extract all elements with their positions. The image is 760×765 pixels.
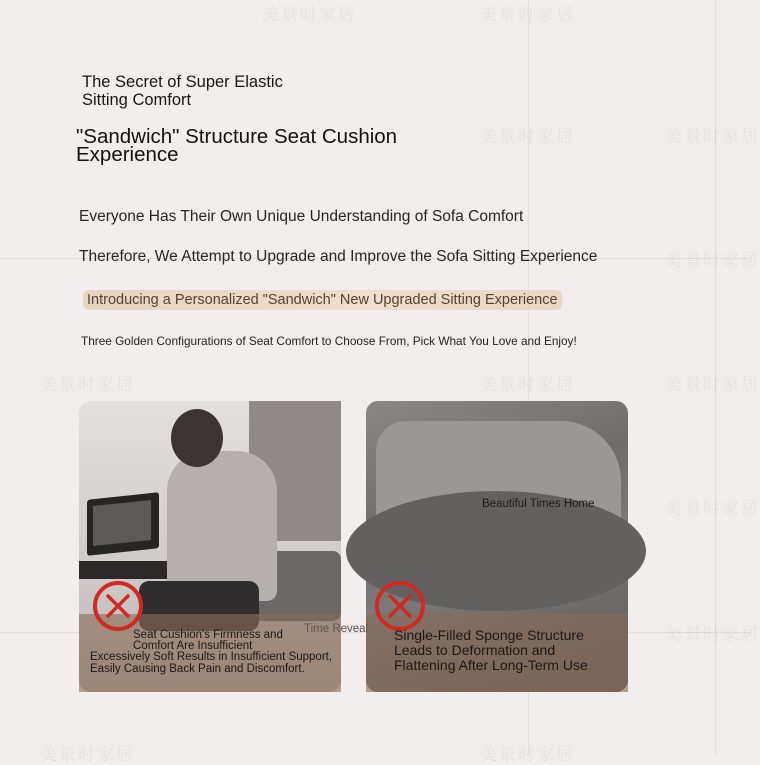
image-person-body <box>167 451 277 601</box>
watermark-text: 美景时家居 <box>480 745 575 765</box>
image-person-head <box>171 409 223 467</box>
watermark-text: 美景时家居 <box>40 375 135 395</box>
subtitle-line: Three Golden Configurations of Seat Comfort to Choose From, Pick What You Love and Enjoy! <box>81 334 577 348</box>
watermark-text: 美景时家居 <box>480 127 575 147</box>
card-caption: Single-Filled Sponge Structure Leads to Deformation and Flattening After Long-Term Use <box>394 627 588 673</box>
intro-line-2: Therefore, We Attempt to Upgrade and Improve the Sofa Sitting Experience <box>79 248 598 265</box>
prohibited-x-icon <box>375 581 425 631</box>
image-laptop-screen <box>93 500 151 546</box>
card-caption-title: Seat Cushion's Firmness and Comfort Are Insufficient <box>133 629 283 652</box>
watermark-text: 美景时家居 <box>480 5 575 25</box>
watermark-text: 美景时家居 <box>40 745 135 765</box>
highlight-line: Introducing a Personalized "Sandwich" New Upgraded Sitting Experience <box>83 290 562 310</box>
title-small: The Secret of Super Elastic Sitting Comfort <box>82 73 283 109</box>
watermark-text: 美景时家居 <box>480 375 575 395</box>
watermark-text: 美景时家居 <box>665 375 760 395</box>
watermark-text: 美景时家居 <box>262 5 357 25</box>
page-title: "Sandwich" Structure Seat Cushion Experience <box>76 125 398 166</box>
brand-label: Beautiful Times Home <box>482 498 595 510</box>
image-desk <box>79 561 179 579</box>
card-single-sponge <box>366 401 628 692</box>
overlap-label: Time Reveal <box>304 623 369 635</box>
watermark-text: 美景时家居 <box>665 251 760 271</box>
intro-line-1: Everyone Has Their Own Unique Understanding of Sofa Comfort <box>79 208 524 225</box>
prohibited-x-icon <box>93 581 143 631</box>
watermark-text: 美景时家居 <box>665 127 760 147</box>
card-too-soft <box>79 401 341 692</box>
watermark-text: 美景时家居 <box>665 499 760 519</box>
card-caption-body: Excessively Soft Results in Insufficient Support, Easily Causing Back Pain and Discomfort. <box>90 651 333 675</box>
watermark-text: 美景时家居 <box>665 625 760 645</box>
